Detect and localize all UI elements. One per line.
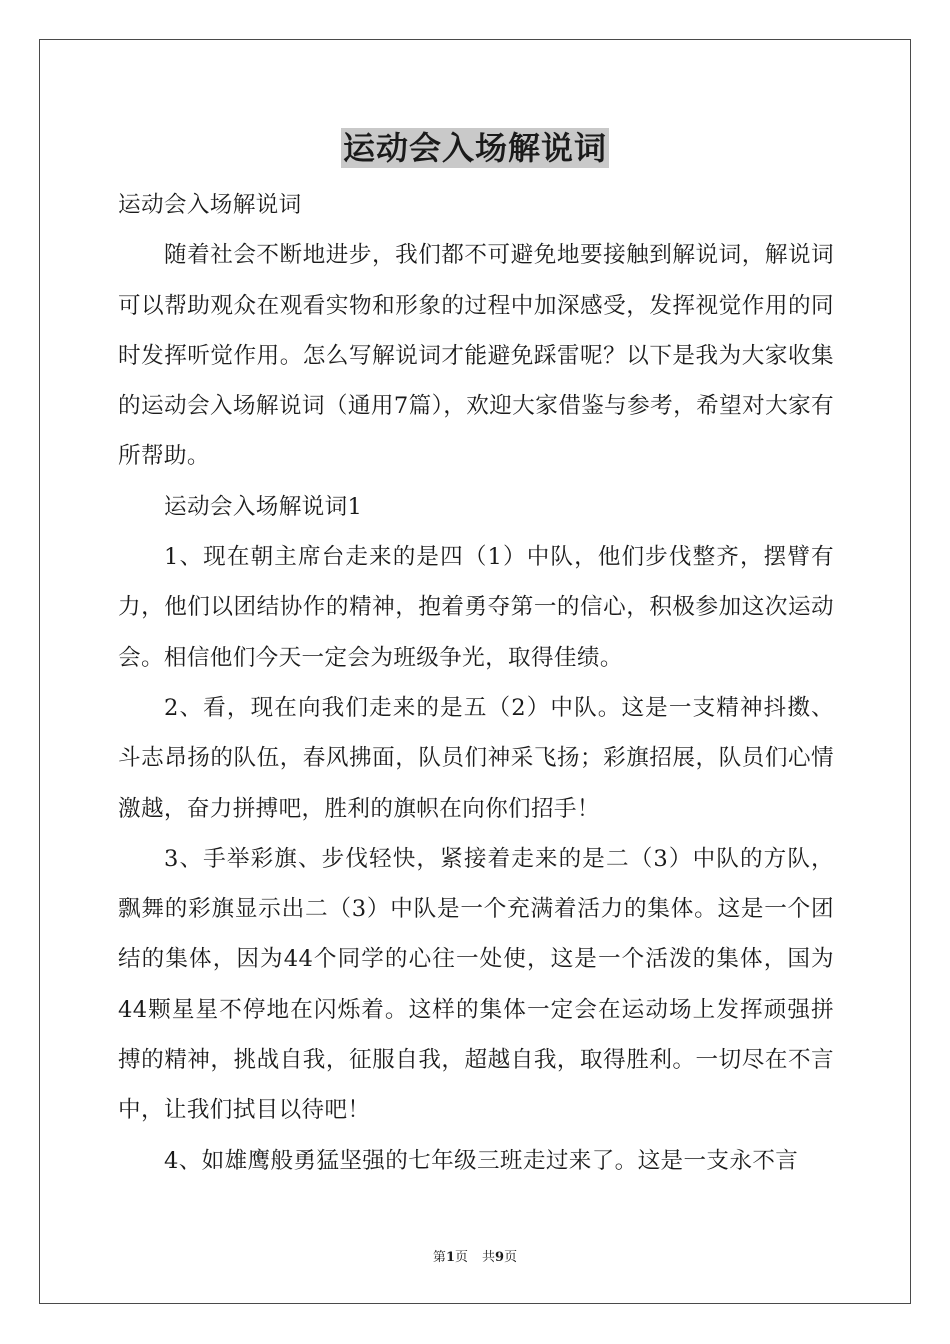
intro-paragraph: 随着社会不断地进步，我们都不可避免地要接触到解说词，解说词可以帮助观众在观看实物和形象的过程中加深感受，发挥视觉作用的同时发挥听觉作用。怎么写解说词才能避免踩雷呢？以下是我为大家收集的运动会入场解说词（通用7篇），欢迎大家借鉴与参考，希望对大家有所帮助。 — [118, 242, 834, 470]
page-suffix: 页 — [454, 1250, 468, 1265]
page-footer — [0, 1250, 950, 1266]
paragraph-item-2: 2、看，现在向我们走来的是五（2）中队。这是一支精神抖擞、斗志昂扬的队伍，春风拂面，队员们神采飞扬；彩旗招展，队员们心情激越，奋力拼搏吧，胜利的旗帜在向你们招手！ — [118, 694, 834, 822]
section-heading: 运动会入场解说词1 — [164, 493, 363, 520]
page-prefix: 第 — [432, 1250, 446, 1265]
title-container — [0, 128, 950, 168]
page-number: 1 — [445, 1250, 455, 1265]
paragraph-item-3: 3、手举彩旗、步伐轻快，紧接着走来的是二（3）中队的方队，飘舞的彩旗显示出二（3）中队是一个充满着活力的集体。这是一个团结的集体，因为44个同学的心往一处使，这是一个活泼的集体，国为44颗星星不停地在闪烁着。这样的集体一定会在运动场上发挥顽强拼搏的精神，挑战自我，征服自我，超越自我，取得胜利。一切尽在不言中，让我们拭目以待吧！ — [118, 845, 834, 1124]
total-pages: 9 — [495, 1250, 505, 1265]
document-subtitle: 运动会入场解说词 — [118, 192, 302, 218]
total-prefix: 共 — [482, 1250, 496, 1265]
paragraph-item-4: 4、如雄鹰般勇猛坚强的七年级三班走过来了。这是一支永不言 — [164, 1147, 799, 1174]
document-title: 运动会入场解说词 — [342, 129, 607, 167]
paragraph-item-1: 1、现在朝主席台走来的是四（1）中队，他们步伐整齐，摆臂有力，他们以团结协作的精神，抱着勇夺第一的信心，积极参加这次运动会。相信他们今天一定会为班级争光，取得佳绩。 — [118, 544, 834, 671]
total-suffix: 页 — [504, 1250, 518, 1265]
document-body — [118, 180, 834, 1186]
